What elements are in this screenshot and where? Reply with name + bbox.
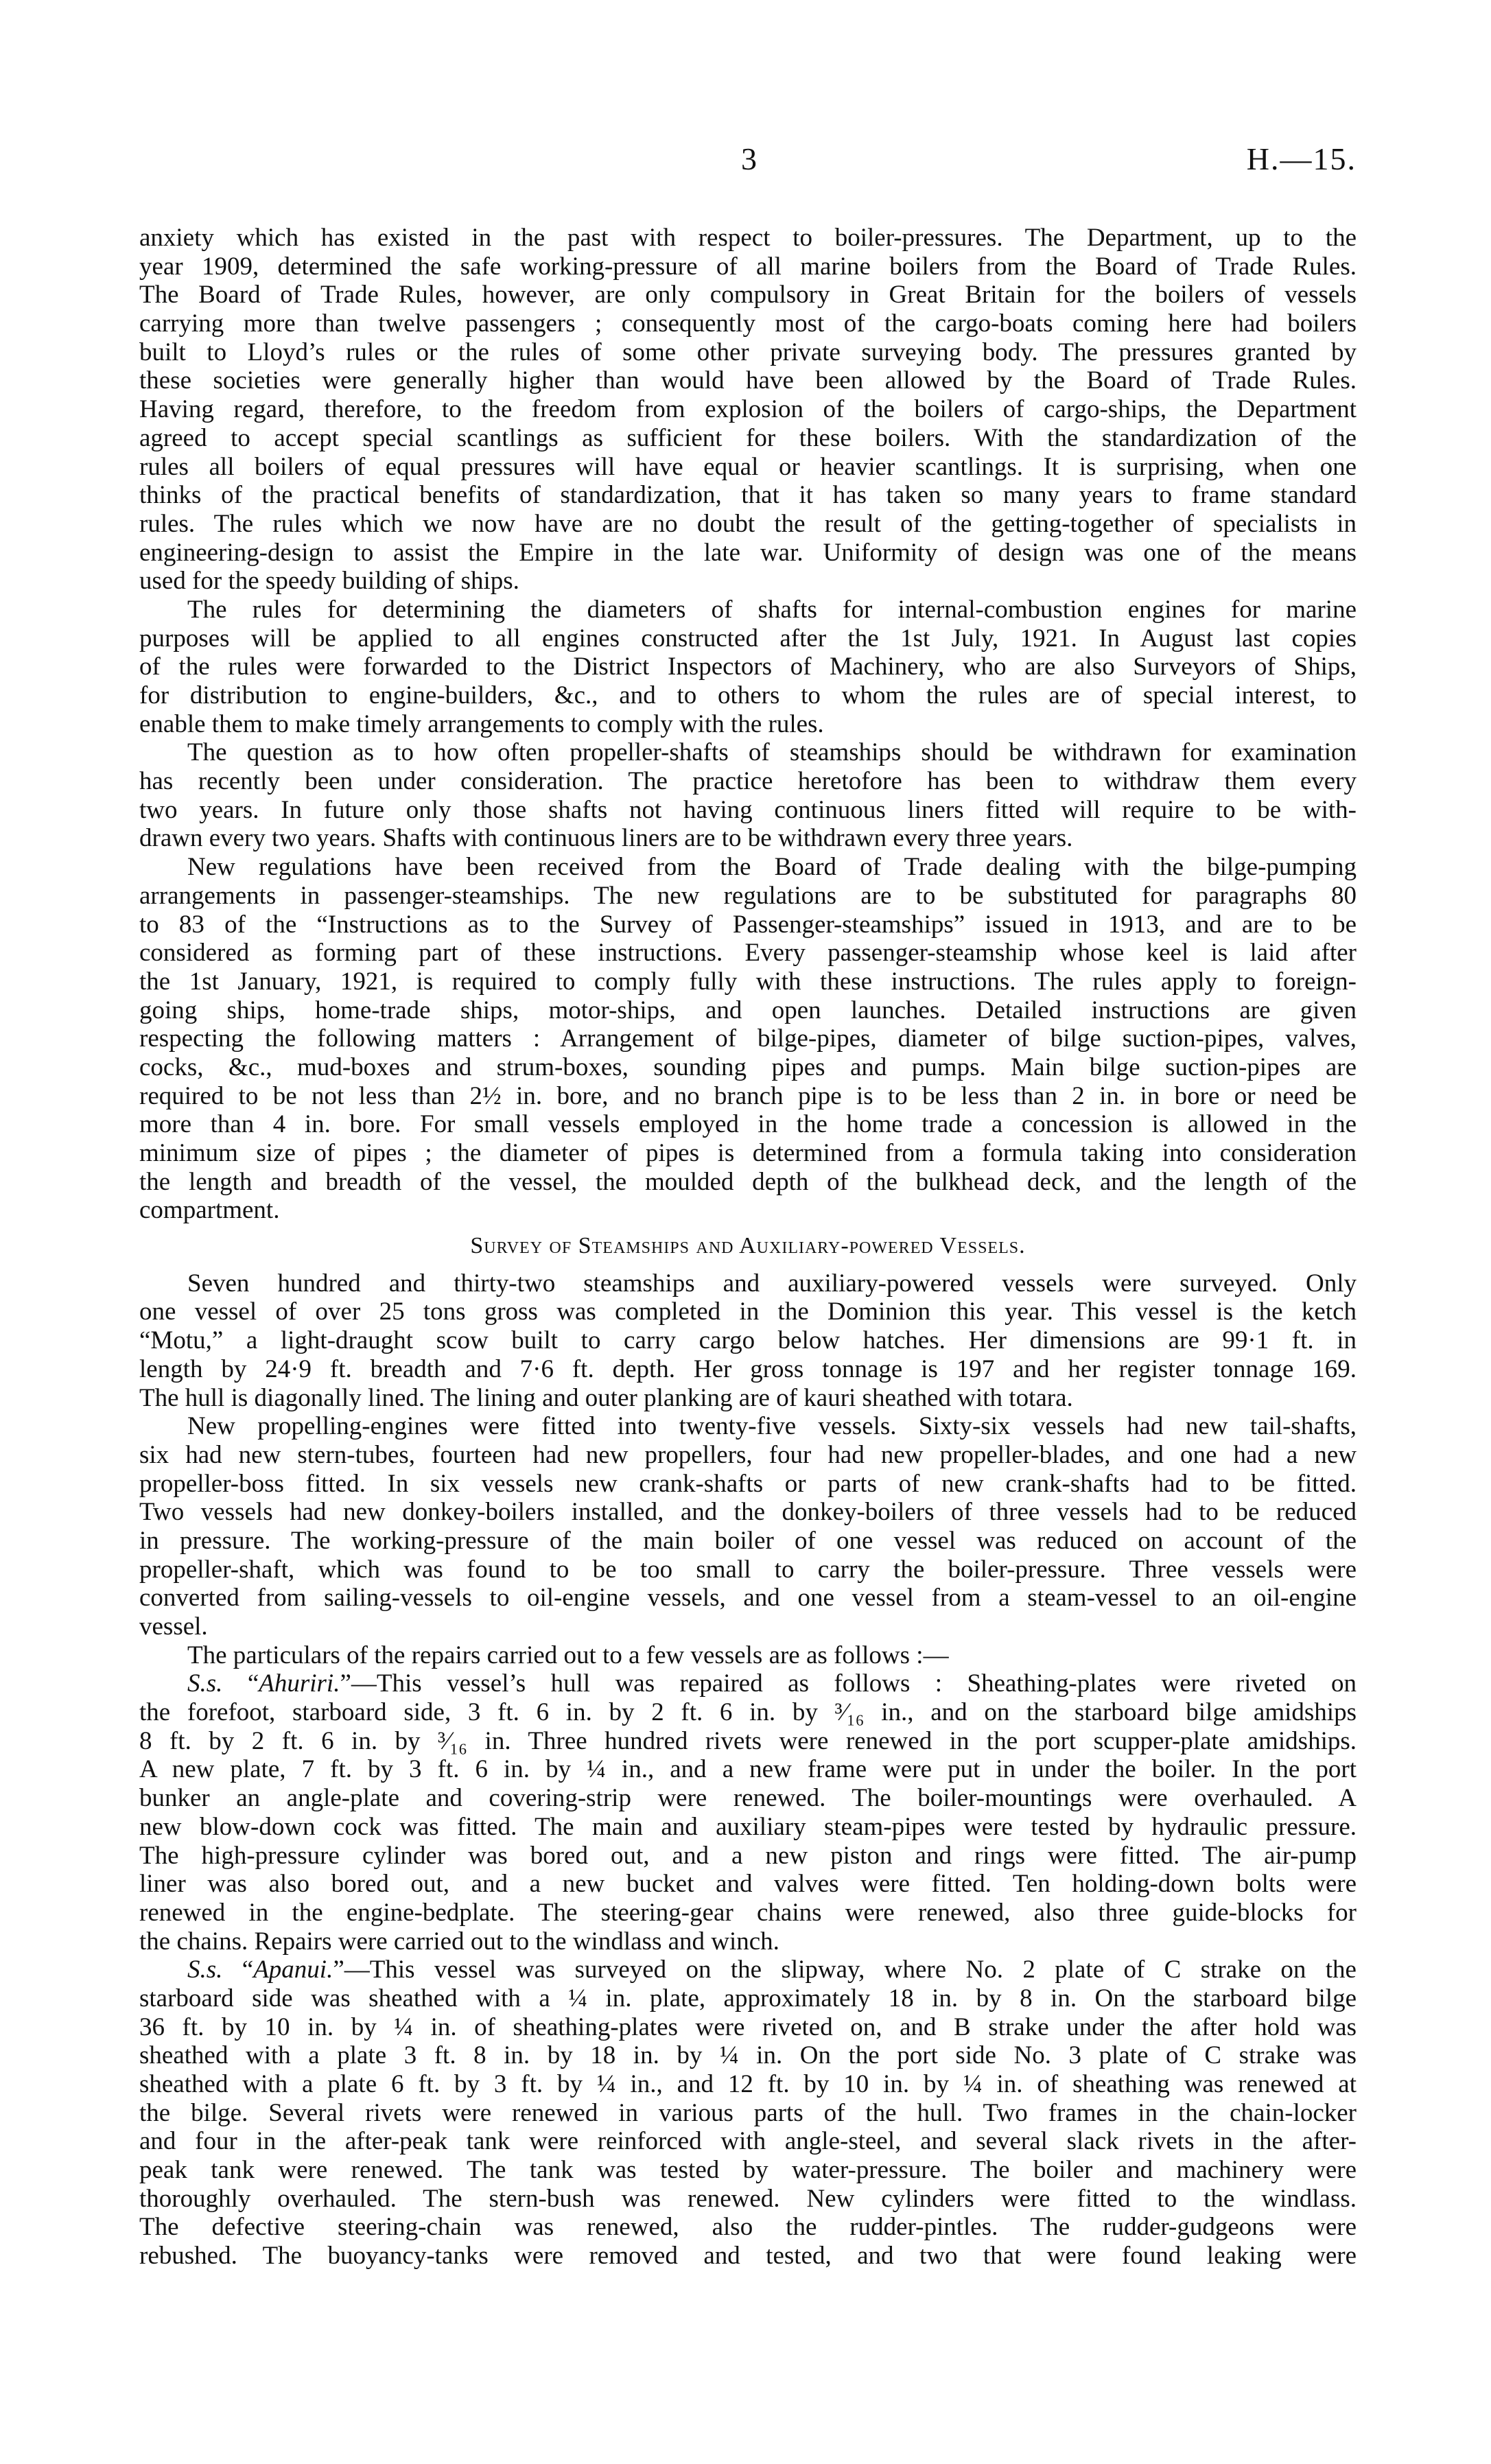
text-line: 8 ft. by 2 ft. 6 in. by ³⁄₁₆ in. Three hundred rivets were renewed in the port scupper-plate amidships. — [139, 1726, 1357, 1755]
text-line: Having regard, therefore, to the freedom from explosion of the boilers of cargo-ships, the Department — [139, 395, 1357, 424]
text-line: liner was also bored out, and a new bucket and valves were fitted. Ten holding-down bolts were — [139, 1870, 1357, 1899]
body-text — [139, 224, 1357, 2271]
text-segment: “ — [222, 1669, 259, 1698]
text-line: enable them to make timely arrangements to comply with the rules. — [139, 709, 824, 738]
text-line: has recently been under consideration. The practice heretofore has been to withdraw them every — [139, 767, 1357, 796]
paragraph — [139, 224, 1357, 596]
text-line: for distribution to engine-builders, &c., and to others to whom the rules are of special interest, to — [139, 681, 1357, 709]
text-line: The rules for determining the diameters of shafts for internal-combustion engines for marine — [187, 595, 1357, 624]
text-line: converted from sailing-vessels to oil-engine vessels, and one vessel from a steam-vessel to an oil-engine — [139, 1584, 1357, 1612]
page-number: 3 — [741, 141, 757, 176]
text-line: one vessel of over 25 tons gross was completed in the Dominion this year. This vessel is the ketch — [139, 1298, 1357, 1326]
text-line: respecting the following matters : Arrangement of bilge-pipes, diameter of bilge suction-pipes, valves, — [139, 1024, 1357, 1053]
text-line: New regulations have been received from the Board of Trade dealing with the bilge-pumping — [187, 853, 1357, 882]
text-line: sheathed with a plate 3 ft. 8 in. by 18 in. by ¼ in. On the port side No. 3 plate of C strake was — [139, 2041, 1357, 2070]
text-segment: ”—This vessel’s hull was repaired as follows : Sheathing-plates were riveted on — [340, 1669, 1357, 1698]
vessel-name: Ahuriri. — [259, 1669, 340, 1698]
paragraph — [139, 853, 1357, 1225]
text-line: and four in the after-peak tank were reinforced with angle-steel, and several slack rivets in the after- — [139, 2127, 1357, 2156]
text-line: vessel. — [139, 1612, 208, 1641]
text-line: the chains. Repairs were carried out to the windlass and winch. — [139, 1927, 779, 1956]
text-line: agreed to accept special scantlings as sufficient for these boilers. With the standardization of the — [139, 423, 1357, 452]
text-line: New propelling-engines were fitted into twenty-five vessels. Sixty-six vessels had new tail-shafts, — [187, 1412, 1357, 1441]
text-line: the forefoot, starboard side, 3 ft. 6 in. by 2 ft. 6 in. by ³⁄₁₆ in., and on the starboard bilge amidships — [139, 1698, 1357, 1727]
text-line: renewed in the engine-bedplate. The steering-gear chains were renewed, also three guide-blocks for — [139, 1898, 1357, 1927]
paragraph — [139, 738, 1357, 853]
text-line: the length and breadth of the vessel, the moulded depth of the bulkhead deck, and the length of the — [139, 1167, 1357, 1196]
vessel-name: S.s. — [187, 1956, 223, 1984]
paragraph — [139, 1641, 1357, 1670]
text-line: rules. The rules which we now have are no doubt the result of the getting-together of specialists in — [139, 509, 1357, 538]
vessel-name: Apanui. — [253, 1956, 333, 1984]
text-line: Two vessels had new donkey-boilers installed, and the donkey-boilers of three vessels had to be reduced — [139, 1498, 1357, 1527]
text-line: The Board of Trade Rules, however, are only compulsory in Great Britain for the boilers of vessels — [139, 281, 1357, 309]
text-line: compartment. — [139, 1196, 280, 1225]
text-line: rebushed. The buoyancy-tanks were removed and tested, and two that were found leaking were — [139, 2242, 1357, 2271]
text-line: year 1909, determined the safe working-pressure of all marine boilers from the Board of Trade Rules. — [139, 252, 1357, 281]
text-line: The particulars of the repairs carried out to a few vessels are as follows :— — [187, 1641, 949, 1669]
text-line: The hull is diagonally lined. The lining and outer planking are of kauri sheathed with totara. — [139, 1383, 1073, 1412]
text-line: arrangements in passenger-steamships. The new regulations are to be substituted for paragraphs 80 — [139, 881, 1357, 910]
text-line: “Motu,” a light-draught scow built to carry cargo below hatches. Her dimensions are 99·1 ft. in — [139, 1326, 1357, 1355]
text-segment: “ — [222, 1956, 254, 1984]
text-line: The high-pressure cylinder was bored out, and a new piston and rings were fitted. The air-pump — [139, 1841, 1357, 1870]
text-line: sheathed with a plate 6 ft. by 3 ft. by ¼ in., and 12 ft. by 10 in. by ¼ in. of sheathing was renewed at — [139, 2070, 1357, 2098]
paragraph — [139, 1269, 1357, 1412]
text-line: A new plate, 7 ft. by 3 ft. 6 in. by ¼ in., and a new frame were put in under the boiler. In the port — [139, 1755, 1357, 1784]
text-line: to 83 of the “Instructions as to the Survey of Passenger-steamships” issued in 1913, and are to be — [139, 910, 1357, 939]
text-line: purposes will be applied to all engines constructed after the 1st July, 1921. In August last copies — [139, 624, 1357, 653]
paragraph — [139, 596, 1357, 738]
text-line: six had new stern-tubes, fourteen had new propellers, four had new propeller-blades, and one had a new — [139, 1440, 1357, 1469]
text-line: anxiety which has existed in the past with respect to boiler-pressures. The Department, up to the — [139, 224, 1357, 252]
text-line: peak tank were renewed. The tank was tested by water-pressure. The boiler and machinery were — [139, 2156, 1357, 2185]
text-line: length by 24·9 ft. breadth and 7·6 ft. depth. Her gross tonnage is 197 and her register tonnage 169. — [139, 1354, 1357, 1383]
paragraph — [139, 1956, 1357, 2271]
text-line: Seven hundred and thirty-two steamships and auxiliary-powered vessels were surveyed. Only — [187, 1269, 1357, 1298]
vessel-name: S.s. — [187, 1669, 223, 1698]
document-series-number: H.—15. — [1246, 141, 1357, 176]
text-segment: ”—This vessel was surveyed on the slipway, where No. 2 plate of C strake on the — [333, 1956, 1357, 1984]
text-line: 36 ft. by 10 in. by ¼ in. of sheathing-plates were riveted on, and B strake under the after hold was — [139, 2013, 1357, 2041]
text-line: propeller-shaft, which was found to be too small to carry the boiler-pressure. Three vessels were — [139, 1555, 1357, 1584]
text-line: drawn every two years. Shafts with continuous liners are to be withdrawn every three years. — [139, 824, 1073, 853]
text-line — [139, 1669, 1357, 1698]
text-line: used for the speedy building of ships. — [139, 567, 519, 596]
text-line: the 1st January, 1921, is required to comply fully with these instructions. The rules apply to foreign- — [139, 967, 1357, 996]
text-line: required to be not less than 2½ in. bore, and no branch pipe is to be less than 2 in. in bore or need be — [139, 1081, 1357, 1110]
text-line: bunker an angle-plate and covering-strip were renewed. The boiler-mountings were overhauled. A — [139, 1784, 1357, 1813]
text-line: the bilge. Several rivets were renewed in various parts of the hull. Two frames in the chain-locker — [139, 2098, 1357, 2127]
text-line: propeller-boss fitted. In six vessels new crank-shafts or parts of new crank-shafts had to be fitted. — [139, 1469, 1357, 1498]
text-line: two years. In future only those shafts not having continuous liners fitted will require to be with- — [139, 795, 1357, 824]
text-line: in pressure. The working-pressure of the main boiler of one vessel was reduced on account of the — [139, 1526, 1357, 1555]
text-line — [139, 1956, 1357, 1984]
text-line: The defective steering-chain was renewed, also the rudder-pintles. The rudder-gudgeons were — [139, 2213, 1357, 2242]
text-line: minimum size of pipes ; the diameter of pipes is determined from a formula taking into consideration — [139, 1139, 1357, 1167]
text-line: thoroughly overhauled. The stern-bush was renewed. New cylinders were fitted to the windlass. — [139, 2184, 1357, 2213]
text-line: starboard side was sheathed with a ¼ in. plate, approximately 18 in. by 8 in. On the starboard bilge — [139, 1984, 1357, 2013]
text-line: thinks of the practical benefits of standardization, that it has taken so many years to frame standard — [139, 481, 1357, 510]
text-line: The question as to how often propeller-shafts of steamships should be withdrawn for examination — [187, 738, 1357, 767]
text-line: going ships, home-trade ships, motor-ships, and open launches. Detailed instructions are given — [139, 996, 1357, 1024]
text-line: carrying more than twelve passengers ; consequently most of the cargo-boats coming here had boilers — [139, 309, 1357, 338]
text-line: these societies were generally higher than would have been allowed by the Board of Trade Rules. — [139, 366, 1357, 395]
text-line: built to Lloyd’s rules or the rules of some other private surveying body. The pressures granted by — [139, 338, 1357, 366]
text-line: rules all boilers of equal pressures will have equal or heavier scantlings. It is surprising, when one — [139, 452, 1357, 481]
paragraph — [139, 1669, 1357, 1956]
text-line: engineering-design to assist the Empire in the late war. Uniformity of design was one of the means — [139, 538, 1357, 567]
text-line: new blow-down cock was fitted. The main and auxiliary steam-pipes were tested by hydraulic pressure. — [139, 1812, 1357, 1841]
text-line: of the rules were forwarded to the District Inspectors of Machinery, who are also Surveyors of Ships, — [139, 653, 1357, 681]
text-line: considered as forming part of these instructions. Every passenger-steamship whose keel is laid after — [139, 939, 1357, 967]
text-line: cocks, &c., mud-boxes and strum-boxes, sounding pipes and pumps. Main bilge suction-pipes are — [139, 1053, 1357, 1081]
text-line: more than 4 in. bore. For small vessels employed in the home trade a concession is allowed in the — [139, 1110, 1357, 1139]
paragraph — [139, 1412, 1357, 1641]
section-heading: Survey of Steamships and Auxiliary-powered Vessels. — [470, 1233, 1026, 1259]
